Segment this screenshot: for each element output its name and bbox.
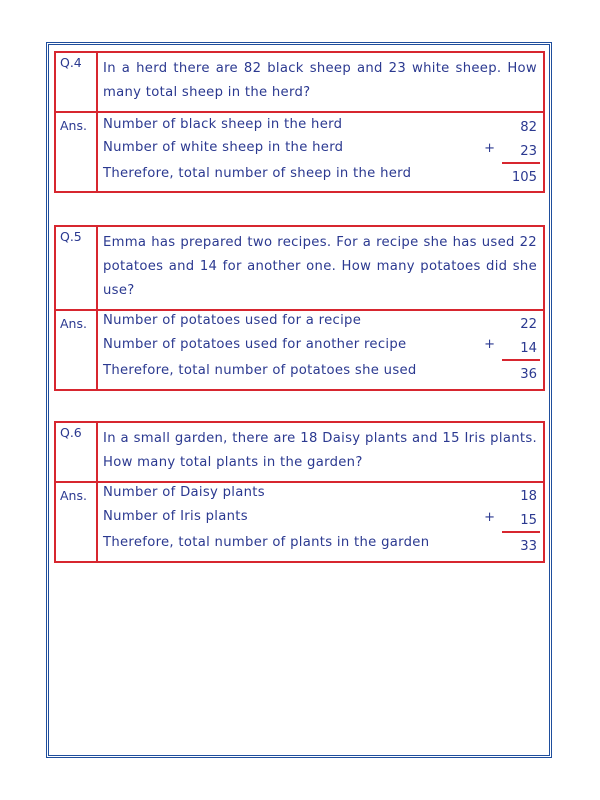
answer-line-1: Number of black sheep in the herd bbox=[103, 117, 343, 132]
answer-value-1: 82 bbox=[520, 120, 537, 135]
answer-total: 36 bbox=[520, 367, 537, 382]
question-number: Q.5 bbox=[56, 227, 98, 309]
answer-line-2: Number of Iris plants bbox=[103, 509, 248, 524]
plus-sign: + bbox=[484, 337, 495, 352]
answer-line-2: Number of white sheep in the herd bbox=[103, 140, 344, 155]
answer-line-1: Number of Daisy plants bbox=[103, 485, 265, 500]
answer-line-3: Therefore, total number of sheep in the herd bbox=[103, 166, 412, 181]
question-text: In a small garden, there are 18 Daisy plants and 15 Iris plants. How many total plants in the garden? bbox=[103, 431, 537, 470]
sum-rule bbox=[502, 162, 540, 164]
answer-value-2: 15 bbox=[520, 513, 537, 528]
answer-value-1: 22 bbox=[520, 317, 537, 332]
sum-rule bbox=[502, 531, 540, 533]
answer-label: Ans. bbox=[56, 113, 98, 191]
answer-line-3: Therefore, total number of potatoes she used bbox=[103, 363, 417, 378]
question-box bbox=[54, 51, 545, 113]
answer-value-2: 14 bbox=[520, 341, 537, 356]
answer-line-2: Number of potatoes used for another recipe bbox=[103, 337, 407, 352]
question-box bbox=[54, 225, 545, 311]
answer-total: 105 bbox=[511, 170, 537, 185]
plus-sign: + bbox=[484, 141, 495, 156]
answer-line-3: Therefore, total number of plants in the garden bbox=[103, 535, 430, 550]
question-number: Q.4 bbox=[56, 53, 98, 111]
question-block-q6 bbox=[54, 421, 545, 563]
answer-box bbox=[54, 113, 545, 193]
question-box bbox=[54, 421, 545, 483]
question-text: In a herd there are 82 black sheep and 23 white sheep. How many total sheep in the herd? bbox=[103, 61, 537, 100]
answer-value-2: 23 bbox=[520, 144, 537, 159]
answer-label: Ans. bbox=[56, 483, 98, 561]
question-number: Q.6 bbox=[56, 423, 98, 481]
answer-box bbox=[54, 311, 545, 391]
question-block-q4 bbox=[54, 51, 545, 193]
question-block-q5 bbox=[54, 225, 545, 391]
question-text: Emma has prepared two recipes. For a recipe she has used 22 potatoes and 14 for another one. How many potatoes did she use? bbox=[103, 235, 537, 298]
answer-value-1: 18 bbox=[520, 489, 537, 504]
sum-rule bbox=[502, 359, 540, 361]
answer-total: 33 bbox=[520, 539, 537, 554]
answer-label: Ans. bbox=[56, 311, 98, 389]
answer-line-1: Number of potatoes used for a recipe bbox=[103, 313, 362, 328]
answer-box bbox=[54, 483, 545, 563]
plus-sign: + bbox=[484, 510, 495, 525]
